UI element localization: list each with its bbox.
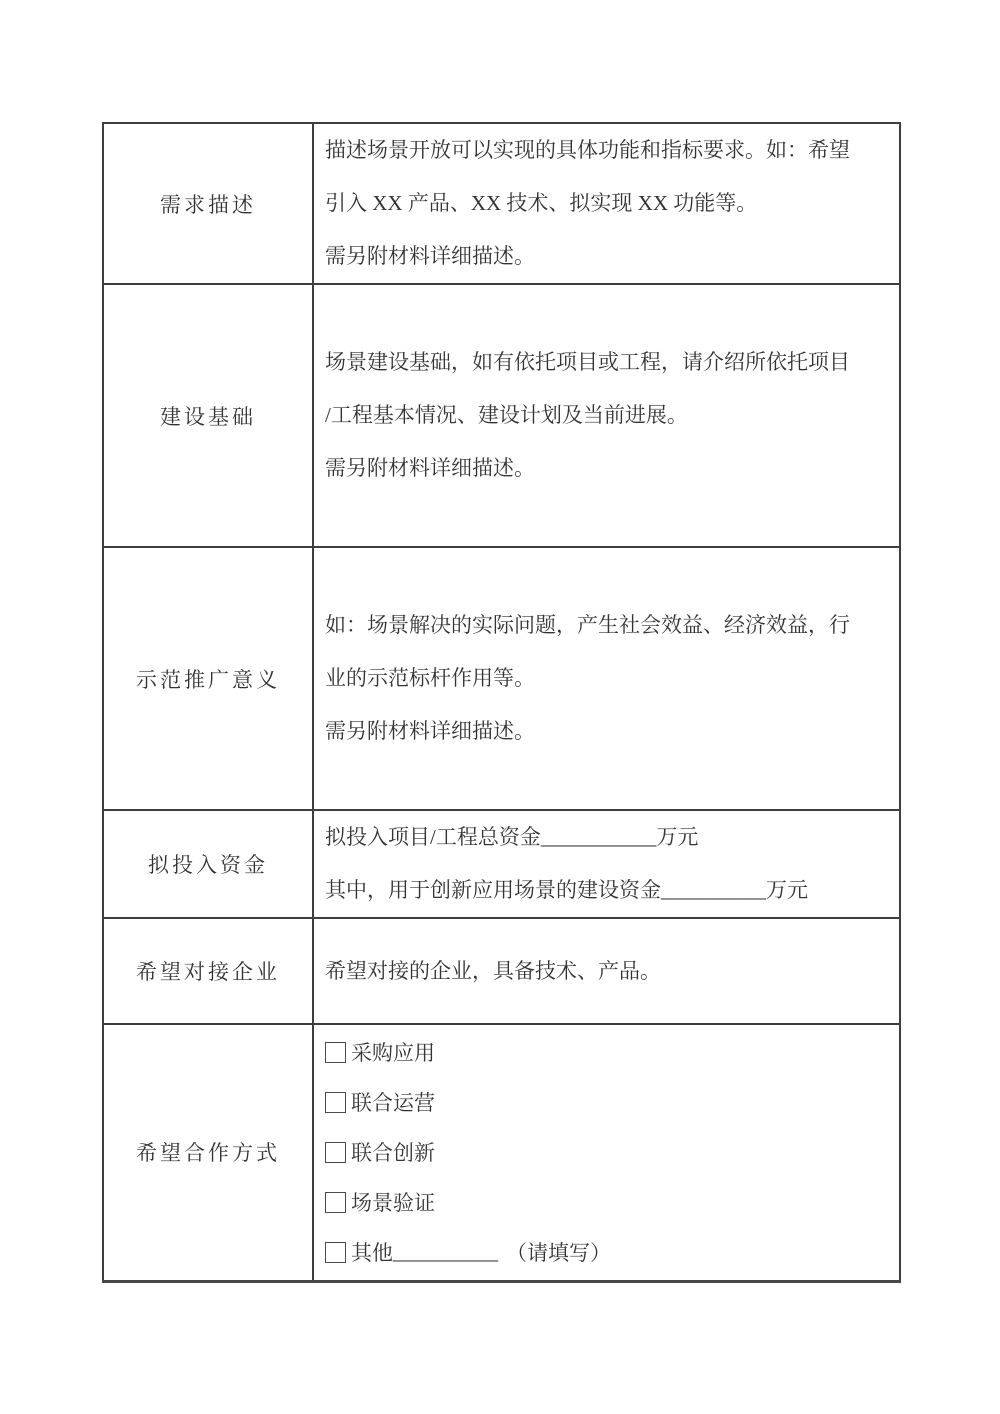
text-line: 场景建设基础，如有依托项目或工程，请介绍所依托项目 (325, 350, 850, 374)
row-content-construction-foundation (313, 284, 900, 547)
text-line: /工程基本情况、建设计划及当前进展。 (325, 403, 688, 427)
fill-in-line (325, 864, 885, 917)
other-option-blank[interactable]: __________ (393, 1239, 498, 1264)
option-label: 联合创新 (351, 1141, 435, 1166)
option-label: 其他 (351, 1241, 393, 1266)
option-label: 采购应用 (351, 1041, 435, 1066)
row-content-desired-partner-enterprise (313, 918, 900, 1024)
total-investment-blank[interactable]: ___________ (540, 825, 657, 849)
table-row (103, 547, 900, 810)
option-joint-operation (325, 1077, 885, 1127)
fill-in-suffix: 万元 (656, 825, 699, 849)
option-label: 联合运营 (351, 1091, 435, 1116)
text-line: 需另附材料详细描述。 (325, 244, 535, 268)
table-row (103, 1024, 900, 1281)
option-label: 场景验证 (351, 1191, 435, 1216)
table-row (103, 284, 900, 547)
table-row (103, 810, 900, 918)
checkbox-icon[interactable] (325, 1142, 346, 1163)
text-line: 引入 XX 产品、XX 技术、拟实现 XX 功能等。 (325, 191, 758, 215)
row-label-planned-investment: 拟投入资金 (103, 810, 313, 918)
checkbox-icon[interactable] (325, 1092, 346, 1113)
option-joint-innovation (325, 1127, 885, 1177)
text-line: 描述场景开放可以实现的具体功能和指标要求。如：希望 (325, 138, 850, 162)
checkbox-icon[interactable] (325, 1042, 346, 1063)
text-line: 如：场景解决的实际问题，产生社会效益、经济效益，行 (325, 613, 850, 637)
option-procurement-application (325, 1027, 885, 1077)
other-option-hint: （请填写） (506, 1241, 611, 1266)
row-label-demand-description: 需求描述 (103, 123, 313, 284)
option-scenario-validation (325, 1177, 885, 1227)
row-content-desired-cooperation-mode (313, 1024, 900, 1281)
text-line: 希望对接的企业，具备技术、产品。 (325, 958, 661, 983)
text-line: 业的示范标杆作用等。 (325, 666, 535, 690)
row-content-demonstration-significance (313, 547, 900, 810)
text-line: 需另附材料详细描述。 (325, 719, 535, 743)
checkbox-icon[interactable] (325, 1192, 346, 1213)
application-form-table (102, 122, 901, 1283)
row-content-planned-investment (313, 810, 900, 918)
table-row (103, 918, 900, 1024)
option-other (325, 1227, 885, 1277)
row-label-desired-partner-enterprise: 希望对接企业 (103, 918, 313, 1024)
fill-in-prefix: 其中，用于创新应用场景的建设资金 (325, 878, 661, 902)
fill-in-suffix: 万元 (766, 878, 808, 902)
fill-in-prefix: 拟投入项目/工程总资金 (325, 825, 541, 849)
text-line: 需另附材料详细描述。 (325, 456, 535, 480)
checkbox-icon[interactable] (325, 1242, 346, 1263)
row-label-demonstration-significance: 示范推广意义 (103, 547, 313, 810)
row-label-desired-cooperation-mode: 希望合作方式 (103, 1024, 313, 1281)
table-row (103, 123, 900, 284)
row-content-demand-description (313, 123, 900, 284)
scenario-investment-blank[interactable]: __________ (661, 878, 766, 902)
row-label-construction-foundation: 建设基础 (103, 284, 313, 547)
fill-in-line (325, 811, 885, 864)
